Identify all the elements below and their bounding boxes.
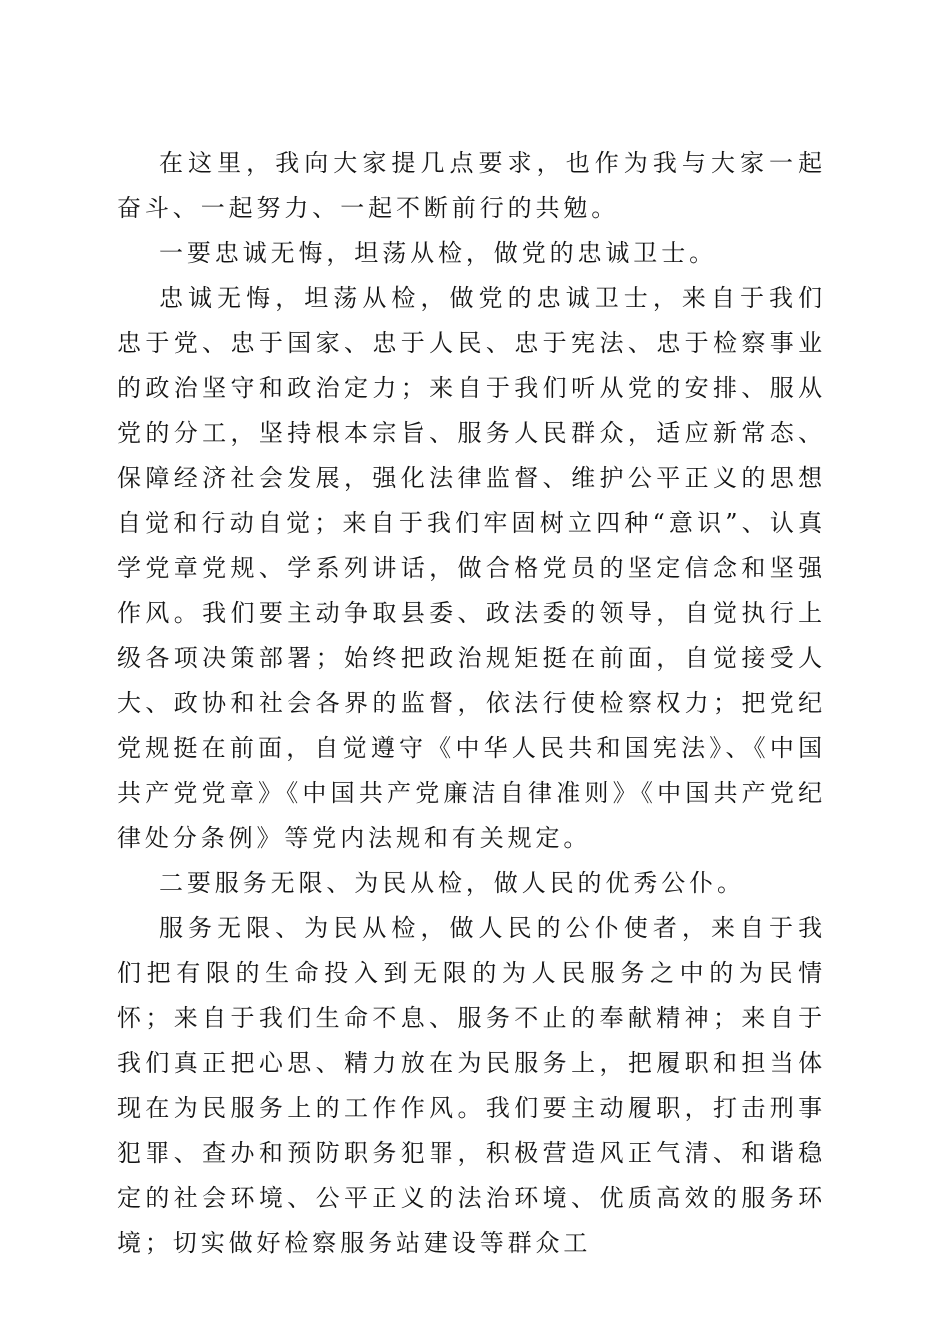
heading-point-two: 二要服务无限、为民从检，做人民的优秀公仆。 (159, 869, 745, 897)
paragraph-point-two-body: 服务无限、为民从检，做人民的公仆使者，来自于我们把有限的生命投入到无限的为人民服务之中的为民情怀；来自于我们生命不息、服务不止的奉献精神；来自于我们真正把心思、精力放在为民服务上，把履职和担当体现在为民服务上的工作作风。我们要主动履职，打击刑事犯罪、查办和预防职务犯罪，积极营造风正气清、和谐稳定的社会环境、公平正义的法治环境、优质高效的服务环境；切实做好检察服务站建设等群众工 (117, 914, 826, 1257)
paragraph-point-one-body: 忠诚无悔，坦荡从检，做党的忠诚卫士，来自于我们忠于党、忠于国家、忠于人民、忠于宪法、忠于检察事业的政治坚守和政治定力；来自于我们听从党的安排、服从党的分工，坚持根本宗旨、服务人民群众，适应新常态、保障经济社会发展，强化法律监督、维护公平正义的思想自觉和行动自觉；来自于我们牢固树立四种“意识”、认真学党章党规、学系列讲话，做合格党员的坚定信念和坚强作风。我们要主动争取县委、政法委的领导，自觉执行上级各项决策部署；始终把政治规矩挺在前面，自觉接受人大、政协和社会各界的监督，依法行使检察权力；把党纪党规挺在前面，自觉遵守《中华人民共和国宪法》、《中国共产党党章》《中国共产党廉洁自律准则》《中国共产党纪律处分条例》等党内法规和有关规定。 (117, 284, 826, 852)
paragraph-intro: 在这里，我向大家提几点要求，也作为我与大家一起奋斗、一起努力、一起不断前行的共勉。 (117, 149, 826, 222)
heading-point-one: 一要忠诚无悔，坦荡从检，做党的忠诚卫士。 (159, 239, 717, 267)
